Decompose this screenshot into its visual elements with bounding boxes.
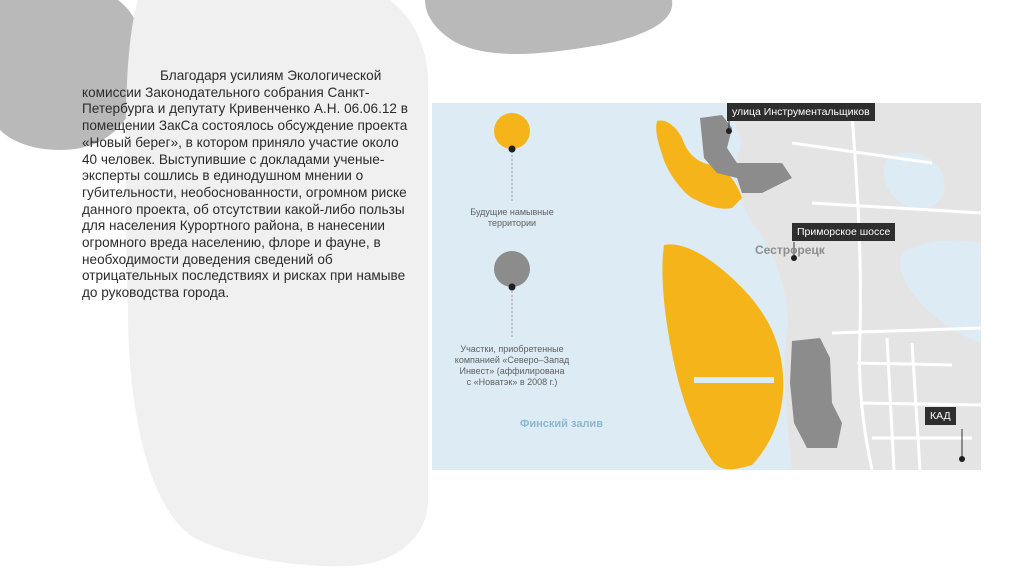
legend-bought-line-1: Участки, приобретенные xyxy=(460,344,564,354)
legend-future-line-1: Будущие намывные xyxy=(470,207,554,217)
legend-future-line-2: территории xyxy=(487,218,537,228)
city-label: Сестрорецк xyxy=(755,243,825,257)
bought-legend-swatch xyxy=(494,251,530,287)
future-legend-dot xyxy=(509,146,516,153)
legend-bought-line-2: компанией «Северо–Запад xyxy=(454,355,570,365)
street-dot xyxy=(726,128,732,134)
description-paragraph: Благодаря усилиям Экологической комиссии Законодательного собрания Санкт-Петербурга и депутату Кривенченко А.Н. 06.06.12 в помещении ЗакСа состоялось обсуждение проекта «Новый берег», в котором приняло участие около 40 человек. Выступившие с докладами ученые-эксперты сошлись в единодушном мнении о губительности, необоснованности, огромном риске данного проекта, об отсутствии какой-либо пользы для населения Курортного района, в нанесении огромного вреда населению, флоре и фауне, в необходимости доведения сведений об отрицательных последствиях и рисках при намыве до руководства города. xyxy=(82,68,408,301)
legend-bought-line-4: с «Новатэк» в 2008 г.) xyxy=(466,377,558,387)
bought-legend-dot xyxy=(509,284,516,291)
legend-bought-line-3: Инвест» (аффилирована xyxy=(459,366,565,376)
map xyxy=(432,103,981,470)
legend-future-territories xyxy=(462,207,562,229)
ring-road-label: КАД xyxy=(925,407,956,425)
legend-bought-plots xyxy=(447,344,577,388)
background-blob-right xyxy=(425,0,672,54)
gulf-label: Финский залив xyxy=(520,418,603,430)
future-legend-swatch xyxy=(494,113,530,149)
reclaimed-channel xyxy=(694,377,774,383)
street-label: улица Инструментальщиков xyxy=(727,103,875,121)
ring-road-dot xyxy=(959,456,965,462)
highway-label: Приморское шоссе xyxy=(792,223,895,241)
